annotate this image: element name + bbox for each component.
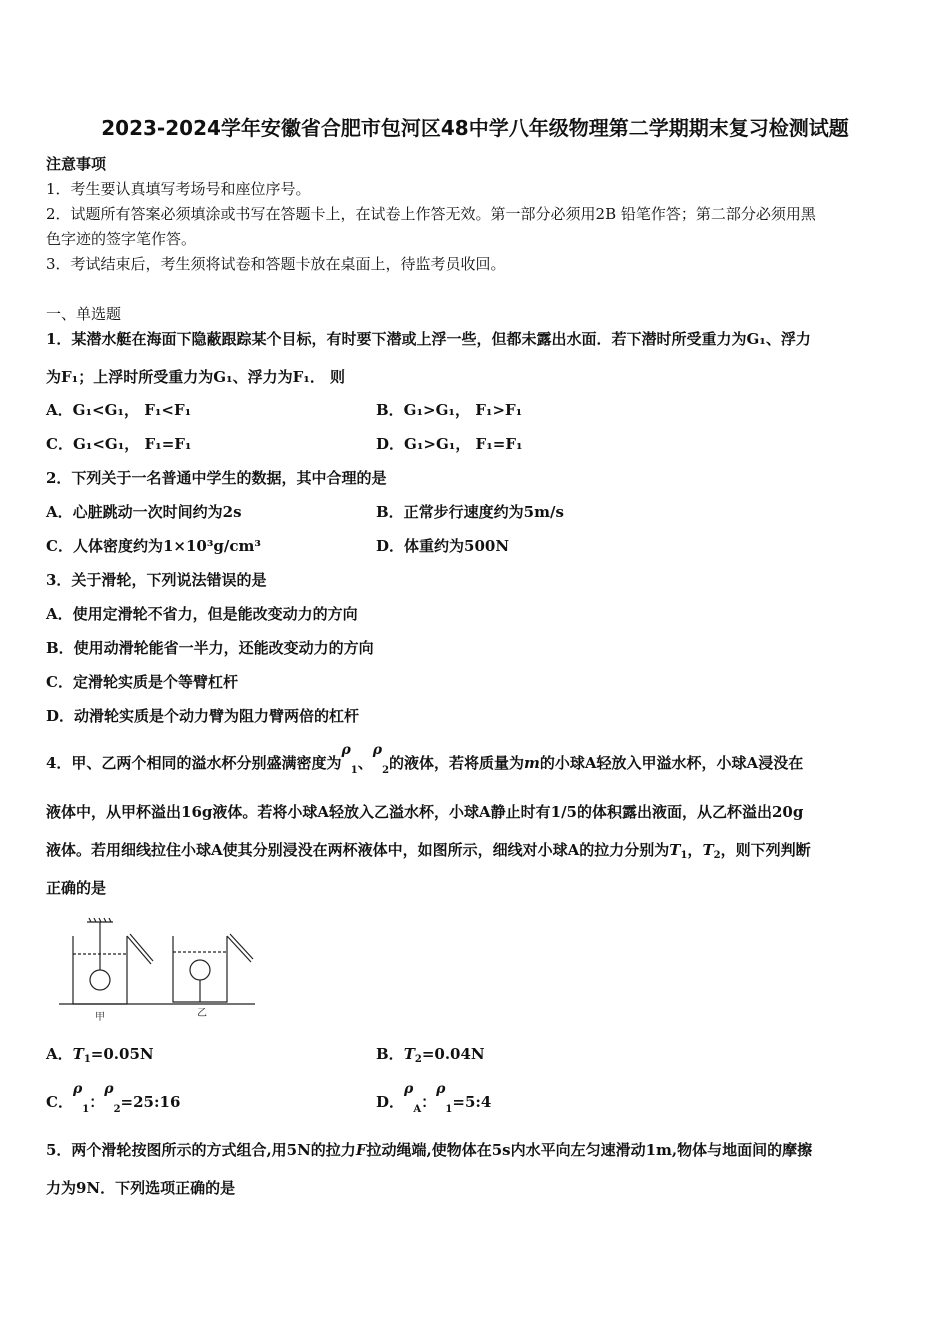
label-jia: 甲	[95, 1012, 105, 1023]
notice-item: 2．试题所有答案必须填涂或书写在答题卡上，在试卷上作答无效。第一部分必须用2B 铅笔作答；第二部分必须用黑	[46, 205, 816, 223]
notice-item: 色字迹的签字笔作答。	[46, 230, 197, 248]
q1-stem-cont: 为F₁；上浮时所受重力为G₁、浮力为F₁． 则	[46, 368, 346, 386]
q4-option-a: A．$T_1=0.05N$	[46, 1045, 154, 1065]
overflow-cups-figure	[55, 916, 265, 1026]
q4-stem-line3: 液体。若用细线拉住小球A使其分别浸没在两杯液体中，如图所示，细线对小球A的拉力分别为$T_1$，$T_2$，则下列判断	[46, 841, 811, 861]
q2-stem: 2．下列关于一名普通中学生的数据，其中合理的是	[46, 469, 387, 487]
q5-stem: 5．两个滑轮按图所示的方式组合,用5N的拉力F拉动绳端,使物体在5s内水平向左匀速滑动1m,物体与地面间的摩擦	[46, 1141, 813, 1159]
q3-option-d: D．动滑轮实质是个动力臂为阻力臂两倍的杠杆	[46, 707, 360, 725]
q1-stem: 1．某潜水艇在海面下隐蔽跟踪某个目标，有时要下潜或上浮一些，但都未露出水面．若下潜时所受重力为G₁、浮力	[46, 330, 811, 348]
q1-option-c: C．G₁<G₁， F₁=F₁	[46, 435, 192, 453]
q3-stem: 3．关于滑轮，下列说法错误的是	[46, 571, 267, 589]
notice-item: 3．考试结束后，考生须将试卷和答题卡放在桌面上，待监考员收回。	[46, 255, 506, 273]
notice-heading: 注意事项	[46, 155, 107, 173]
q3-option-b: B．使用动滑轮能省一半力，还能改变动力的方向	[46, 639, 374, 657]
q2-option-b: B．正常步行速度约为5m/s	[376, 503, 564, 521]
q1-option-d: D．G₁>G₁， F₁=F₁	[376, 435, 523, 453]
q1-option-b: B．G₁>G₁， F₁>F₁	[376, 401, 523, 419]
q2-option-d: D．体重约为500N	[376, 537, 510, 555]
q4-option-c: C．$\rho_1$：$\rho_2=25:16$	[46, 1081, 181, 1115]
q4-stem-line4: 正确的是	[46, 879, 107, 897]
q4-option-d: D．$\rho_A$：$\rho_1=5:4$	[376, 1081, 492, 1115]
q5-stem-line2: 力为9N．下列选项正确的是	[46, 1179, 236, 1197]
q4-stem-line2: 液体中，从甲杯溢出16g液体。若将小球A轻放入乙溢水杯，小球A静止时有1/5的体积露出液面，从乙杯溢出20g	[46, 803, 804, 821]
q4-stem: 4．甲、乙两个相同的溢水杯分别盛满密度为$\rho_1$、$\rho_2$的液体，若将质量为m的小球A轻放入甲溢水杯，小球A浸没在	[46, 742, 804, 776]
page-title: 2023-2024学年安徽省合肥市包河区48中学八年级物理第二学期期末复习检测试题	[101, 116, 849, 140]
q1-option-a: A．G₁<G₁， F₁<F₁	[46, 401, 192, 419]
notice-item: 1．考生要认真填写考场号和座位序号。	[46, 180, 311, 198]
label-yi: 乙	[197, 1008, 207, 1019]
q4-option-b: B．$T_2=0.04N$	[376, 1045, 485, 1065]
q3-option-c: C．定滑轮实质是个等臂杠杆	[46, 673, 238, 691]
ball-a-jia	[90, 970, 110, 990]
q3-option-a: A．使用定滑轮不省力，但是能改变动力的方向	[46, 605, 358, 623]
q2-option-a: A．心脏跳动一次时间约为2s	[46, 503, 242, 521]
ball-a-yi	[190, 960, 210, 980]
q2-option-c: C．人体密度约为1×10³g/cm³	[46, 537, 261, 555]
section-heading: 一、单选题	[46, 305, 122, 323]
